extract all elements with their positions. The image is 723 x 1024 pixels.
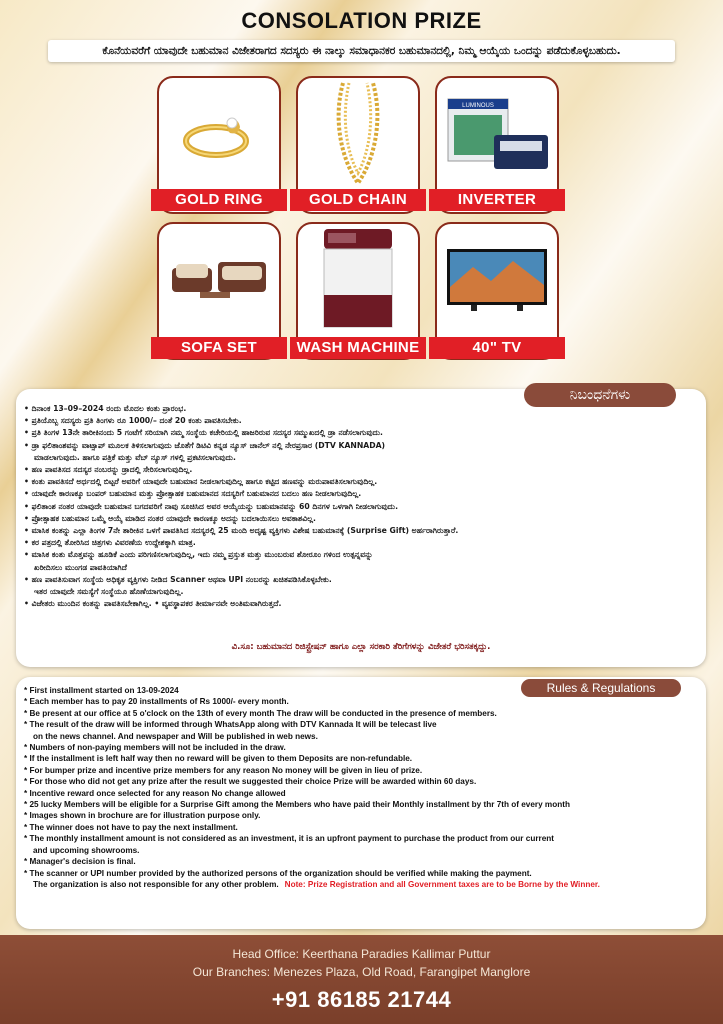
footer xyxy=(0,935,723,1024)
english-rule-text: * Numbers of non-paying members will not be included in the draw. xyxy=(24,743,286,753)
english-rule-text: * For those who did not get any prize after the result we suggested their choice Prize will be awarded within 60 days. xyxy=(24,777,477,787)
kannada-rule-item: • ಪ್ರತಿ ತಿಂಗಳ 13ನೇ ತಾರೀಕಿನಂದು 5 ಗಂಟೆಗೆ ಸರಿಯಾಗಿ ನಮ್ಮ ಸಂಸ್ಥೆಯ ಕಚೇರಿಯಲ್ಲಿ ಹಾಜರಿರುವ ಸದಸ್ಯರ ಸಮ್ಮುಖದಲ್ಲಿ ಡ್ರಾ ನಡೆಸಲಾಗುವುದು. xyxy=(24,428,383,438)
phone-number[interactable]: +91 86185 21744 xyxy=(271,987,452,1012)
kannada-rule-item: • ಪ್ರತಿಯೊಬ್ಬ ಸದಸ್ಯರು ಪ್ರತಿ ತಿಂಗಳು ರೂ 1000/– ದಂತೆ 20 ಕಂತು ಪಾವತಿಸಬೇಕು. xyxy=(24,416,242,426)
prize-label-gold-chain: GOLD CHAIN xyxy=(290,189,426,211)
english-rule-text: * The result of the draw will be informed through WhatsApp along with DTV Kannada It will be telecast live xyxy=(24,720,437,730)
english-rules-heading: Rules & Regulations xyxy=(521,679,681,697)
english-rule-text: The organization is also not responsible for any other problem. xyxy=(33,879,279,889)
tv-icon xyxy=(437,230,557,330)
english-rule-item xyxy=(24,822,704,833)
kannada-rule-item: • ಕಂತು ಪಾವತಿಸದೆ ಅರ್ಧದಲ್ಲಿ ಬಿಟ್ಟರೆ ಅವರಿಗೆ ಯಾವುದೇ ಬಹುಮಾನ ನೀಡಲಾಗುವುದಿಲ್ಲ ಹಾಗೂ ಕಟ್ಟಿದ ಹಣವನ್ನು ಮರುಪಾವತಿಸಲಾಗುವುದಿಲ್ಲ. xyxy=(24,477,378,487)
english-rules-note: Note: Prize Registration and all Government taxes are to be Borne by the Winner. xyxy=(284,879,600,889)
prize-label-washing-machine: WASH MACHINE xyxy=(290,337,426,359)
english-rule-item xyxy=(24,685,704,696)
english-rule-text: * The scanner or UPI number provided by the authorized persons of the organization should be verified while making the payment. xyxy=(24,868,532,878)
kannada-rule-item: • ಯಾವುದೇ ಕಾರಣಕ್ಕೂ ಬಂಪರ್ ಬಹುಮಾನ ಮತ್ತು ಪ್ರೋತ್ಸಾಹಕ ಬಹುಮಾನದ ಸದಸ್ಯರಿಗೆ ಬಹುಮಾನದ ಬದಲು ಹಣ ನೀಡಲಾಗುವುದಿಲ್ಲ. xyxy=(24,489,362,499)
english-rule-text: and upcoming showrooms. xyxy=(33,845,140,855)
kannada-rule-item: • ಕರ ಪತ್ರದಲ್ಲಿ ತೋರಿಸಿದ ಚಿತ್ರಗಳು ವಿವರಣೆಯ ಉದ್ದೇಶಕ್ಕಾಗಿ ಮಾತ್ರ. xyxy=(24,538,196,548)
branches-address: Our Branches: Menezes Plaza, Old Road, Farangipet Manglore xyxy=(192,965,531,979)
english-rule-item xyxy=(24,799,704,810)
english-rule-item xyxy=(24,742,704,753)
kannada-rule-item: • ಮಾಸಿಕ ಕಂತನ್ನು ಎಲ್ಲಾ ತಿಂಗಳ 7ನೇ ತಾರೀಕಿನ ಒಳಗೆ ಪಾವತಿಸಿದ ಸದಸ್ಯರಲ್ಲಿ 25 ಮಂದಿ ಅದೃಷ್ಟ ವ್ಯಕ್ತಿಗಳು ವಿಶೇಷ ಬಹುಮಾನಕ್ಕೆ (Surprise Gift) ಅರ್ಹರಾಗಿರುತ್ತಾರೆ. xyxy=(24,526,459,536)
english-rule-text: * 25 lucky Members will be eligible for a Surprise Gift among the Members who have paid their Monthly installment by thr 7th of every month xyxy=(24,800,570,810)
english-rule-item xyxy=(24,708,704,719)
english-rule-text: * Incentive reward once selected for any reason No change allowed xyxy=(24,788,286,798)
english-rule-text: * Images shown in brochure are for illustration purpose only. xyxy=(24,811,261,821)
prize-label-sofa: SOFA SET xyxy=(151,337,287,359)
english-rule-item xyxy=(24,731,704,742)
english-rule-item xyxy=(24,788,704,799)
kannada-rules-note: ವಿ.ಸೂ: ಬಹುಮಾನದ ರಿಜಿಸ್ಟ್ರೇಷನ್ ಹಾಗೂ ಎಲ್ಲಾ ಸರಕಾರಿ ತೆರಿಗೆಗಳನ್ನು ವಿಜೇತರೆ ಭರಿಸತಕ್ಕದ್ದು. xyxy=(231,642,491,652)
gold-chain-icon xyxy=(298,84,418,184)
kannada-rules-panel xyxy=(16,389,706,667)
kannada-rule-item: • ಪ್ರೋತ್ಸಾಹಕ ಬಹುಮಾನ ಒಮ್ಮೆ ಆಯ್ಕೆ ಮಾಡಿದ ನಂತರ ಯಾವುದೇ ಕಾರಣಕ್ಕೂ ಅದನ್ನು ಬದಲಾಯಿಸಲು ಅವಕಾಶವಿಲ್ಲ. xyxy=(24,513,316,523)
english-rule-item xyxy=(24,833,704,844)
kannada-rule-item: • ವಿಜೇತರು ಮುಂದಿನ ಕಂತನ್ನು ಪಾವತಿಸಬೇಕಾಗಿಲ್ಲ. • ವ್ಯವಸ್ಥಾಪಕರ ತೀರ್ಮಾನವೇ ಅಂತಿಮವಾಗಿರುತ್ತದೆ. xyxy=(24,599,282,609)
english-rule-text: * Each member has to pay 20 installments of Rs 1000/- every month. xyxy=(24,697,289,707)
english-rules-list xyxy=(24,685,704,890)
english-rule-text: * The monthly installment amount is not considered as an investment, it is an upfront payment to purchase the product from our current xyxy=(24,834,554,844)
kannada-rules-heading: ನಿಬಂಧನೆಗಳು xyxy=(524,383,676,407)
english-rule-item xyxy=(24,719,704,730)
english-rule-item xyxy=(24,696,704,707)
sofa-icon xyxy=(159,230,279,330)
kannada-rule-item: • ದಿನಾಂಕ 13–09–2024 ರಂದು ಮೊದಲ ಕಂತು ಪ್ರಾರಂಭ. xyxy=(24,404,187,413)
english-rule-item xyxy=(24,810,704,821)
prize-label-inverter: INVERTER xyxy=(429,189,565,211)
english-rule-text: * If the installment is left half way then no reward will be given to them Deposits are non-refundable. xyxy=(24,754,413,764)
gold-ring-icon xyxy=(159,84,279,184)
page-title: CONSOLATION PRIZE xyxy=(241,8,482,33)
english-rule-item xyxy=(24,776,704,787)
english-rule-text: * Manager's decision is final. xyxy=(24,857,136,867)
kannada-rule-item: ಖರೀದಿಸಲು ಮುಂಗಡ ಪಾವತಿಯಾಗಿದೆ xyxy=(34,562,127,572)
english-rule-item xyxy=(24,753,704,764)
kannada-rules-list xyxy=(24,403,684,610)
english-rule-text: * Be present at our office at 5 o'clock on the 13th of every month The draw will be conducted in the presence of members. xyxy=(24,708,497,718)
english-rule-item xyxy=(24,765,704,776)
kannada-rule-item: ಇತರ ಯಾವುದೇ ಸಮಸ್ಯೆಗೆ ಸಂಸ್ಥೆಯೂ ಹೊಣೆಯಾಗುವುದಿಲ್ಲ. xyxy=(34,587,184,597)
kannada-rule-item: • ಹಣ ಪಾವತಿಸದ ಸದಸ್ಯರ ನಂಬರನ್ನು ಡ್ರಾದಲ್ಲಿ ಸೇರಿಸಲಾಗುವುದಿಲ್ಲ. xyxy=(24,465,193,475)
kannada-rule-item: ಮಾಡಲಾಗುವುದು. ಹಾಗೂ ಪತ್ರಿಕೆ ಮತ್ತು ವೆಬ್ ನ್ಯೂಸ್ ಗಳಲ್ಲಿ ಪ್ರಕಟಿಸಲಾಗುವುದು. xyxy=(34,452,236,462)
english-rule-text: on the news channel. And newspaper and Will be published in web news. xyxy=(33,731,318,741)
english-rule-item xyxy=(24,845,704,856)
prize-label-gold-ring: GOLD RING xyxy=(151,189,287,211)
inverter-icon xyxy=(437,84,557,184)
kannada-rule-item: • ಮಾಸಿಕ ಕಂತು ಮೊತ್ತವನ್ನು ಹೂಡಿಕೆ ಎಂದು ಪರಿಗಣಿಸಲಾಗುವುದಿಲ್ಲ, ಇದು ನಮ್ಮ ಪ್ರಸ್ತುತ ಮತ್ತು ಮುಂಬರುವ ಶೋರೂಂ ಗಳಿಂದ ಉತ್ಪನ್ನವನ್ನು xyxy=(24,550,373,560)
washing-machine-icon xyxy=(298,230,418,330)
english-rule-item xyxy=(24,879,704,890)
english-rule-item xyxy=(24,868,704,879)
english-rule-text: * The winner does not have to pay the next installment. xyxy=(24,822,238,832)
english-rule-text: * For bumper prize and incentive prize members for any reason No money will be given in lieu of prize. xyxy=(24,765,423,775)
kannada-rule-item: • ಹಣ ಪಾವತಿಸುವಾಗ ಸಂಸ್ಥೆಯ ಅಧಿಕೃತ ವ್ಯಕ್ತಿಗಳು ನೀಡಿದ Scanner ಅಥವಾ UPI ನಂಬರನ್ನು ಖಚಿತಪಡಿಸಿಕೊಳ್ಳಬೇಕು. xyxy=(24,574,332,584)
english-rules-panel xyxy=(16,677,706,929)
subtitle-banner: ಕೊನೆಯವರೆಗೆ ಯಾವುದೇ ಬಹುಮಾನ ವಿಜೇತರಾಗದ ಸದಸ್ಯರು ಈ ನಾಲ್ಕು ಸಮಾಧಾನಕರ ಬಹುಮಾನದಲ್ಲಿ, ನಿಮ್ಮ ಆಯ್ಕೆಯ ಒಂದನ್ನು ಪಡೆದುಕೊಳ್ಳಬಹುದು. xyxy=(48,40,675,62)
head-office-address: Head Office: Keerthana Paradies Kallimar Puttur xyxy=(232,947,491,961)
kannada-rule-item: • ಫಲಿತಾಂಶ ನಂತರ ಯಾವುದೇ ಬಹುಮಾನ ಬಗದವರಿಗೆ ನಾವು ಸೂಚಿಸಿದ ಅವರ ಆಯ್ಕೆಯನ್ನು ಬಹುಮಾನವನ್ನು 60 ದಿನಗಳ ಒಳಗಾಗಿ ನೀಡಲಾಗುವುದು. xyxy=(24,501,398,511)
kannada-rule-item: • ಡ್ರಾ ಫಲಿತಾಂಶವನ್ನು ವಾಟ್ಸಾಪ್ ಮೂಲಕ ತಿಳಿಸಲಾಗುವುದು ಜೊತೆಗೆ ಡಿಟಿವಿ ಕನ್ನಡ ನ್ಯೂಸ್ ಚಾನೆಲ್ ನಲ್ಲಿ ನೇರಪ್ರಸಾರ (DTV KANNADA) xyxy=(24,440,386,450)
prize-label-tv: 40" TV xyxy=(429,337,565,359)
svg-text:LUMINOUS: LUMINOUS xyxy=(462,103,494,109)
english-rule-item xyxy=(24,856,704,867)
english-rule-text: * First installment started on 13-09-2024 xyxy=(24,686,179,695)
